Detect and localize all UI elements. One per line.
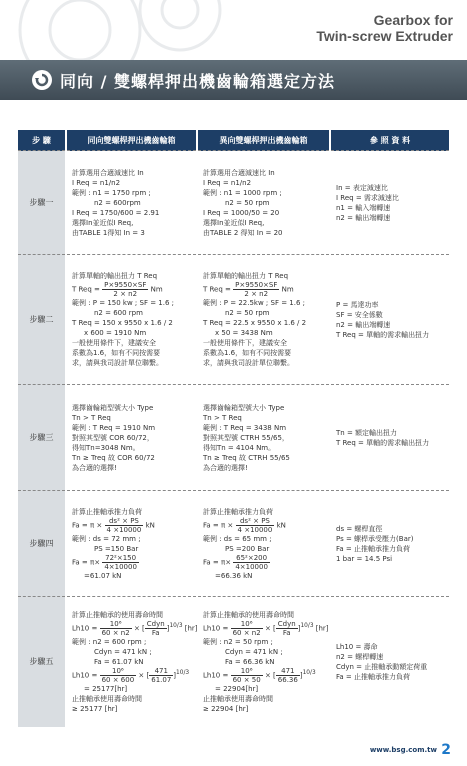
numerator: 10⁶ — [231, 620, 263, 629]
text: × — [138, 671, 145, 680]
denominator: 60 × n2 — [232, 628, 261, 637]
text-line: ds = 螺桿直徑 — [336, 524, 383, 533]
formula-line: Lh10 = $\frac{\text{10⁶}}{60 \times 600}$ × [ $\frac{471}{61.07}$ ]$^{10/3}$ — [72, 666, 190, 684]
exponent: 10/3 — [176, 669, 190, 676]
denominator: 4 ×10000 — [106, 525, 142, 534]
text-line: Cdyn = 止推軸承動額定荷重 — [336, 662, 428, 671]
header-title-line2: Twin-screw Extruder — [316, 28, 453, 44]
text-line: 範例 : n2 = 50 rpm ; — [203, 637, 273, 646]
text-line: n2 = 輸出端轉速 — [336, 213, 391, 222]
text-line: PS =200 Bar — [225, 544, 270, 553]
text-line: 選擇In並近似I Req, — [203, 218, 265, 227]
text-line: Ps = 螺桿承受壓力(Bar) — [336, 534, 414, 543]
formula-line — [203, 554, 329, 571]
numerator: 10⁶ — [100, 667, 137, 676]
numerator: P×9550×SF — [235, 281, 278, 289]
denominator: 4 ×10000 — [237, 525, 273, 534]
ref-cell — [330, 255, 449, 385]
text-line: 一般使用條件下，建議安全 — [203, 339, 287, 347]
unit: Nm — [150, 285, 163, 294]
text-line: 對照其型號 CTRH 55/65， — [203, 433, 289, 442]
text-line: 範例 : n1 = 1750 rpm ; — [72, 188, 151, 197]
fraction — [231, 667, 263, 684]
text-line: 求，請與我司設計單位聯繫。 — [203, 359, 294, 367]
opp-cell — [197, 491, 330, 597]
table-row — [18, 597, 449, 727]
formula-line — [203, 281, 329, 298]
text-line: n2 = 輸出端轉速 — [336, 320, 391, 329]
same-cell — [66, 491, 197, 597]
text-line: =61.07 kN — [84, 571, 122, 580]
opp-cell — [197, 385, 330, 491]
formula-line: Lh10 = $\frac{\text{10⁶}}{60 \times n2}$ × [ $\frac{\text{Cdyn}}{Fa}$ ]$^{10/3}$ [hr] — [203, 619, 329, 637]
text: × — [264, 671, 271, 680]
fraction — [102, 281, 148, 298]
numerator: 10⁶ — [100, 620, 132, 629]
website-url[interactable]: www.bsg.com.tw — [369, 746, 437, 754]
text-line: 得知Tn=3048 Nm。 — [72, 443, 140, 452]
unit: [hr] — [315, 624, 329, 633]
step-cell: 步驟一 — [18, 151, 66, 255]
text-line: T Req = 150 x 9550 x 1.6 / 2 — [72, 319, 173, 327]
table-header-row — [18, 130, 449, 151]
step-cell: 步驟四 — [18, 491, 66, 597]
fraction — [231, 620, 263, 637]
text-line: T Req = 單軸的需求輸出扭力 — [336, 330, 430, 339]
text: Fa = π× — [72, 558, 101, 566]
text-line: Tn > T Req — [72, 413, 111, 422]
document-header — [316, 12, 453, 44]
text: Lh10 = — [72, 671, 98, 680]
fraction — [100, 667, 137, 684]
text-line: SF = 安全係數 — [336, 310, 383, 319]
denominator: 2 × n2 — [244, 290, 269, 298]
text-line: 1 bar = 14.5 Psi — [336, 554, 393, 563]
ref-cell — [330, 597, 449, 727]
text-line: 系數為1.6，如有不同按需要 — [203, 349, 292, 357]
text-line: = 22904[hr] — [215, 684, 259, 693]
header-same-direction: 同向雙螺桿押出機齒輪箱 — [66, 130, 197, 151]
unit: kN — [276, 521, 286, 529]
table-row — [18, 385, 449, 491]
text: Fa = π × — [72, 521, 103, 529]
text-line: 範例 : T Req = 3438 Nm — [203, 423, 287, 432]
text-line: 計算止推軸承的使用壽命時間 — [72, 610, 163, 619]
text-line: P = 馬達功率 — [336, 300, 379, 309]
text-line: Fa = 止推軸承推力負荷 — [336, 544, 410, 553]
text-line: I Req = 1750/600 = 2.91 — [72, 208, 160, 217]
text-line: 選擇In並近似I Req, — [72, 218, 134, 227]
text-line: 計算止推軸承的使用壽命時間 — [203, 610, 294, 619]
text-line: 選擇齒輪箱型號大小 Type — [72, 403, 154, 412]
text: Lh10 = — [203, 671, 229, 680]
text-line: n1 = 輸入端轉速 — [336, 203, 391, 212]
fraction — [276, 667, 300, 684]
text: Lh10 = — [72, 624, 98, 633]
text-line: 由TABLE 2 得知 In = 20 — [203, 228, 283, 237]
numerator: Cdyn — [146, 619, 165, 628]
text-line: 計算單軸的輸出扭力 T Req — [203, 272, 289, 280]
text-line: n2 = 50 rpm — [225, 198, 270, 207]
text-line: 求，請與我司設計單位聯繫。 — [72, 359, 163, 367]
text: T Req = — [72, 285, 100, 294]
text-line: Fa = 66.36 kN — [225, 657, 275, 666]
formula-line — [203, 517, 329, 534]
fraction — [149, 667, 173, 684]
ref-cell — [330, 151, 449, 255]
numerator: 471 — [276, 667, 300, 676]
denominator: 66.36 — [277, 675, 298, 684]
numerator: 72²×150 — [102, 554, 139, 563]
text-line: 選擇齒輪箱型號大小 Type — [203, 403, 285, 412]
text: × — [264, 624, 271, 633]
text-line: 一般使用條件下，建議安全 — [72, 339, 156, 347]
same-cell — [66, 385, 197, 491]
fraction — [105, 517, 144, 534]
text-line: Tn ≥ Treq 故 CTRH 55/65 — [203, 453, 290, 462]
text: Lh10 = — [203, 624, 229, 633]
opp-cell — [197, 151, 330, 255]
header-reference: 參 照 資 料 — [330, 130, 449, 151]
text-line: In = 表定減速比 — [336, 183, 388, 192]
text-line: 對照其型號 COR 60/72， — [72, 433, 154, 442]
text-line: T Req = 單軸的需求輸出扭力 — [336, 438, 430, 447]
text-line: =66.36 kN — [215, 571, 253, 580]
denominator: 61.07 — [151, 675, 172, 684]
ref-cell — [330, 385, 449, 491]
banner-title: 同向 / 雙螺桿押出機齒輪箱選定方法 — [60, 72, 335, 91]
formula-line: Lh10 = $\frac{\text{10⁶}}{60 \times n2}$ × [ $\frac{\text{Cdyn}}{Fa}$ ]$^{10/3}$ [hr] — [72, 619, 198, 637]
text-line: Cdyn = 471 kN ; — [94, 647, 152, 656]
text-line: 為合適的選擇! — [72, 463, 117, 472]
text-line: ≥ 22904 [hr] — [203, 704, 249, 713]
formula-line — [72, 554, 196, 571]
text-line: 止推軸承使用壽命時間 — [72, 694, 142, 703]
ref-cell — [330, 491, 449, 597]
text-line: n2 = 螺桿轉速 — [336, 652, 384, 661]
denominator: 4×10000 — [235, 562, 268, 571]
text-line: 為合適的選擇! — [203, 463, 248, 472]
text-line: 範例 : ds = 65 mm ; — [203, 534, 272, 543]
text-line: x 50 = 3438 Nm — [215, 329, 273, 337]
denominator: 60 × 600 — [101, 675, 135, 684]
section-banner — [0, 60, 467, 100]
text-line: ≥ 25177 [hr] — [72, 704, 118, 713]
text-line: T Req = 22.5 x 9550 x 1.6 / 2 — [203, 319, 307, 327]
text: T Req = — [203, 285, 231, 294]
text-line: I Req = n1/n2 — [203, 178, 252, 187]
table-row — [18, 151, 449, 255]
text-line: PS =150 Bar — [94, 544, 139, 553]
step-cell: 步驟三 — [18, 385, 66, 491]
unit: [hr] — [184, 624, 198, 633]
denominator: 60 × n2 — [101, 628, 130, 637]
opp-cell — [197, 597, 330, 727]
exponent: 10/3 — [300, 622, 314, 629]
text-line: 系數為1.6，如有不同按需要 — [72, 349, 161, 357]
unit: Nm — [281, 285, 294, 294]
text-line: I Req = 1000/50 = 20 — [203, 208, 280, 217]
text-line: 範例 : P = 150 kw ; SF = 1.6 ; — [72, 299, 175, 307]
denominator: 2 × n2 — [113, 290, 138, 298]
denominator: 60 × 50 — [232, 675, 261, 684]
header-opposite-direction: 異向雙螺桿押出機齒輪箱 — [197, 130, 330, 151]
denominator: Fa — [151, 628, 160, 637]
text-line: 計算止推軸承推力負荷 — [72, 507, 142, 516]
text-line: 得知Tn = 4104 Nm。 — [203, 443, 276, 452]
text-line: Fa = 止推軸承推力負荷 — [336, 672, 410, 681]
header-step: 步 驟 — [18, 130, 66, 151]
text-line: Tn = 額定輸出扭力 — [336, 428, 398, 437]
text-line: 計算選用合適減速比 In — [72, 168, 144, 177]
text-line: 計算止推軸承推力負荷 — [203, 507, 273, 516]
text: Fa = π × — [203, 521, 234, 529]
page-number: 2 — [441, 742, 451, 758]
numerator: 65²×200 — [233, 554, 270, 563]
text-line: Lh10 = 壽命 — [336, 642, 378, 651]
table-row — [18, 255, 449, 385]
denominator: 4×10000 — [104, 562, 137, 571]
text-line: 計算選用合適減速比 In — [203, 168, 275, 177]
fraction — [233, 554, 270, 571]
fraction — [276, 620, 298, 637]
text-line: Fa = 61.07 kN — [94, 657, 144, 666]
text-line: x 600 = 1910 Nm — [84, 329, 147, 337]
fraction — [100, 620, 132, 637]
text: × — [133, 624, 140, 633]
step-cell: 步驟二 — [18, 255, 66, 385]
text-line: Tn > T Req — [203, 413, 242, 422]
text-line: 範例 : n1 = 1000 rpm ; — [203, 188, 282, 197]
step-cell: 步驟五 — [18, 597, 66, 727]
text-line: I Req = n1/n2 — [72, 178, 121, 187]
table-row — [18, 491, 449, 597]
text-line: 範例 : n2 = 600 rpm ; — [72, 637, 147, 646]
exponent: 10/3 — [302, 669, 316, 676]
formula-line — [72, 517, 196, 534]
text-line: 範例 : ds = 72 mm ; — [72, 534, 141, 543]
text-line: Cdyn = 471 kN ; — [225, 647, 283, 656]
same-cell — [66, 255, 197, 385]
text-line: 範例 : P = 22.5kw ; SF = 1.6 ; — [203, 299, 306, 307]
same-cell — [66, 151, 197, 255]
numerator: P×9550×SF — [104, 281, 147, 289]
numerator: 471 — [149, 667, 173, 676]
text-line: 止推軸承使用壽命時間 — [203, 694, 273, 703]
fraction — [233, 281, 279, 298]
text-line: n2 = 600rpm — [94, 198, 141, 207]
formula-line — [72, 281, 196, 298]
text-line: 範例 : T Req = 1910 Nm — [72, 423, 156, 432]
text: Fa = π× — [203, 558, 232, 566]
text-line: 計算單軸的輸出扭力 T Req — [72, 272, 158, 280]
text-line: = 25177[hr] — [84, 684, 128, 693]
same-cell — [66, 597, 197, 727]
denominator: Fa — [282, 628, 291, 637]
numerator: ds² × PS — [105, 517, 144, 526]
numerator: 10⁶ — [231, 667, 263, 676]
fraction — [102, 554, 139, 571]
header-title-line1: Gearbox for — [373, 12, 453, 28]
text-line: 由TABLE 1得知 In = 3 — [72, 228, 145, 237]
text-line: n2 = 50 rpm — [225, 309, 270, 317]
numerator: Cdyn — [277, 619, 296, 628]
numerator: ds² × PS — [236, 517, 275, 526]
unit: kN — [145, 521, 155, 529]
fraction — [236, 517, 275, 534]
opp-cell — [197, 255, 330, 385]
text-line: Tn ≥ Treq 故 COR 60/72 — [72, 453, 155, 462]
text-line: n2 = 600 rpm — [94, 309, 143, 317]
circular-arrow-icon — [32, 70, 52, 90]
text-line: I Req = 需求減速比 — [336, 193, 399, 202]
selection-table — [18, 130, 449, 727]
formula-line: Lh10 = $\frac{\text{10⁶}}{60 \times 50}$ × [ $\frac{471}{66.36}$ ]$^{10/3}$ — [203, 666, 316, 684]
fraction — [145, 620, 167, 637]
exponent: 10/3 — [169, 622, 183, 629]
